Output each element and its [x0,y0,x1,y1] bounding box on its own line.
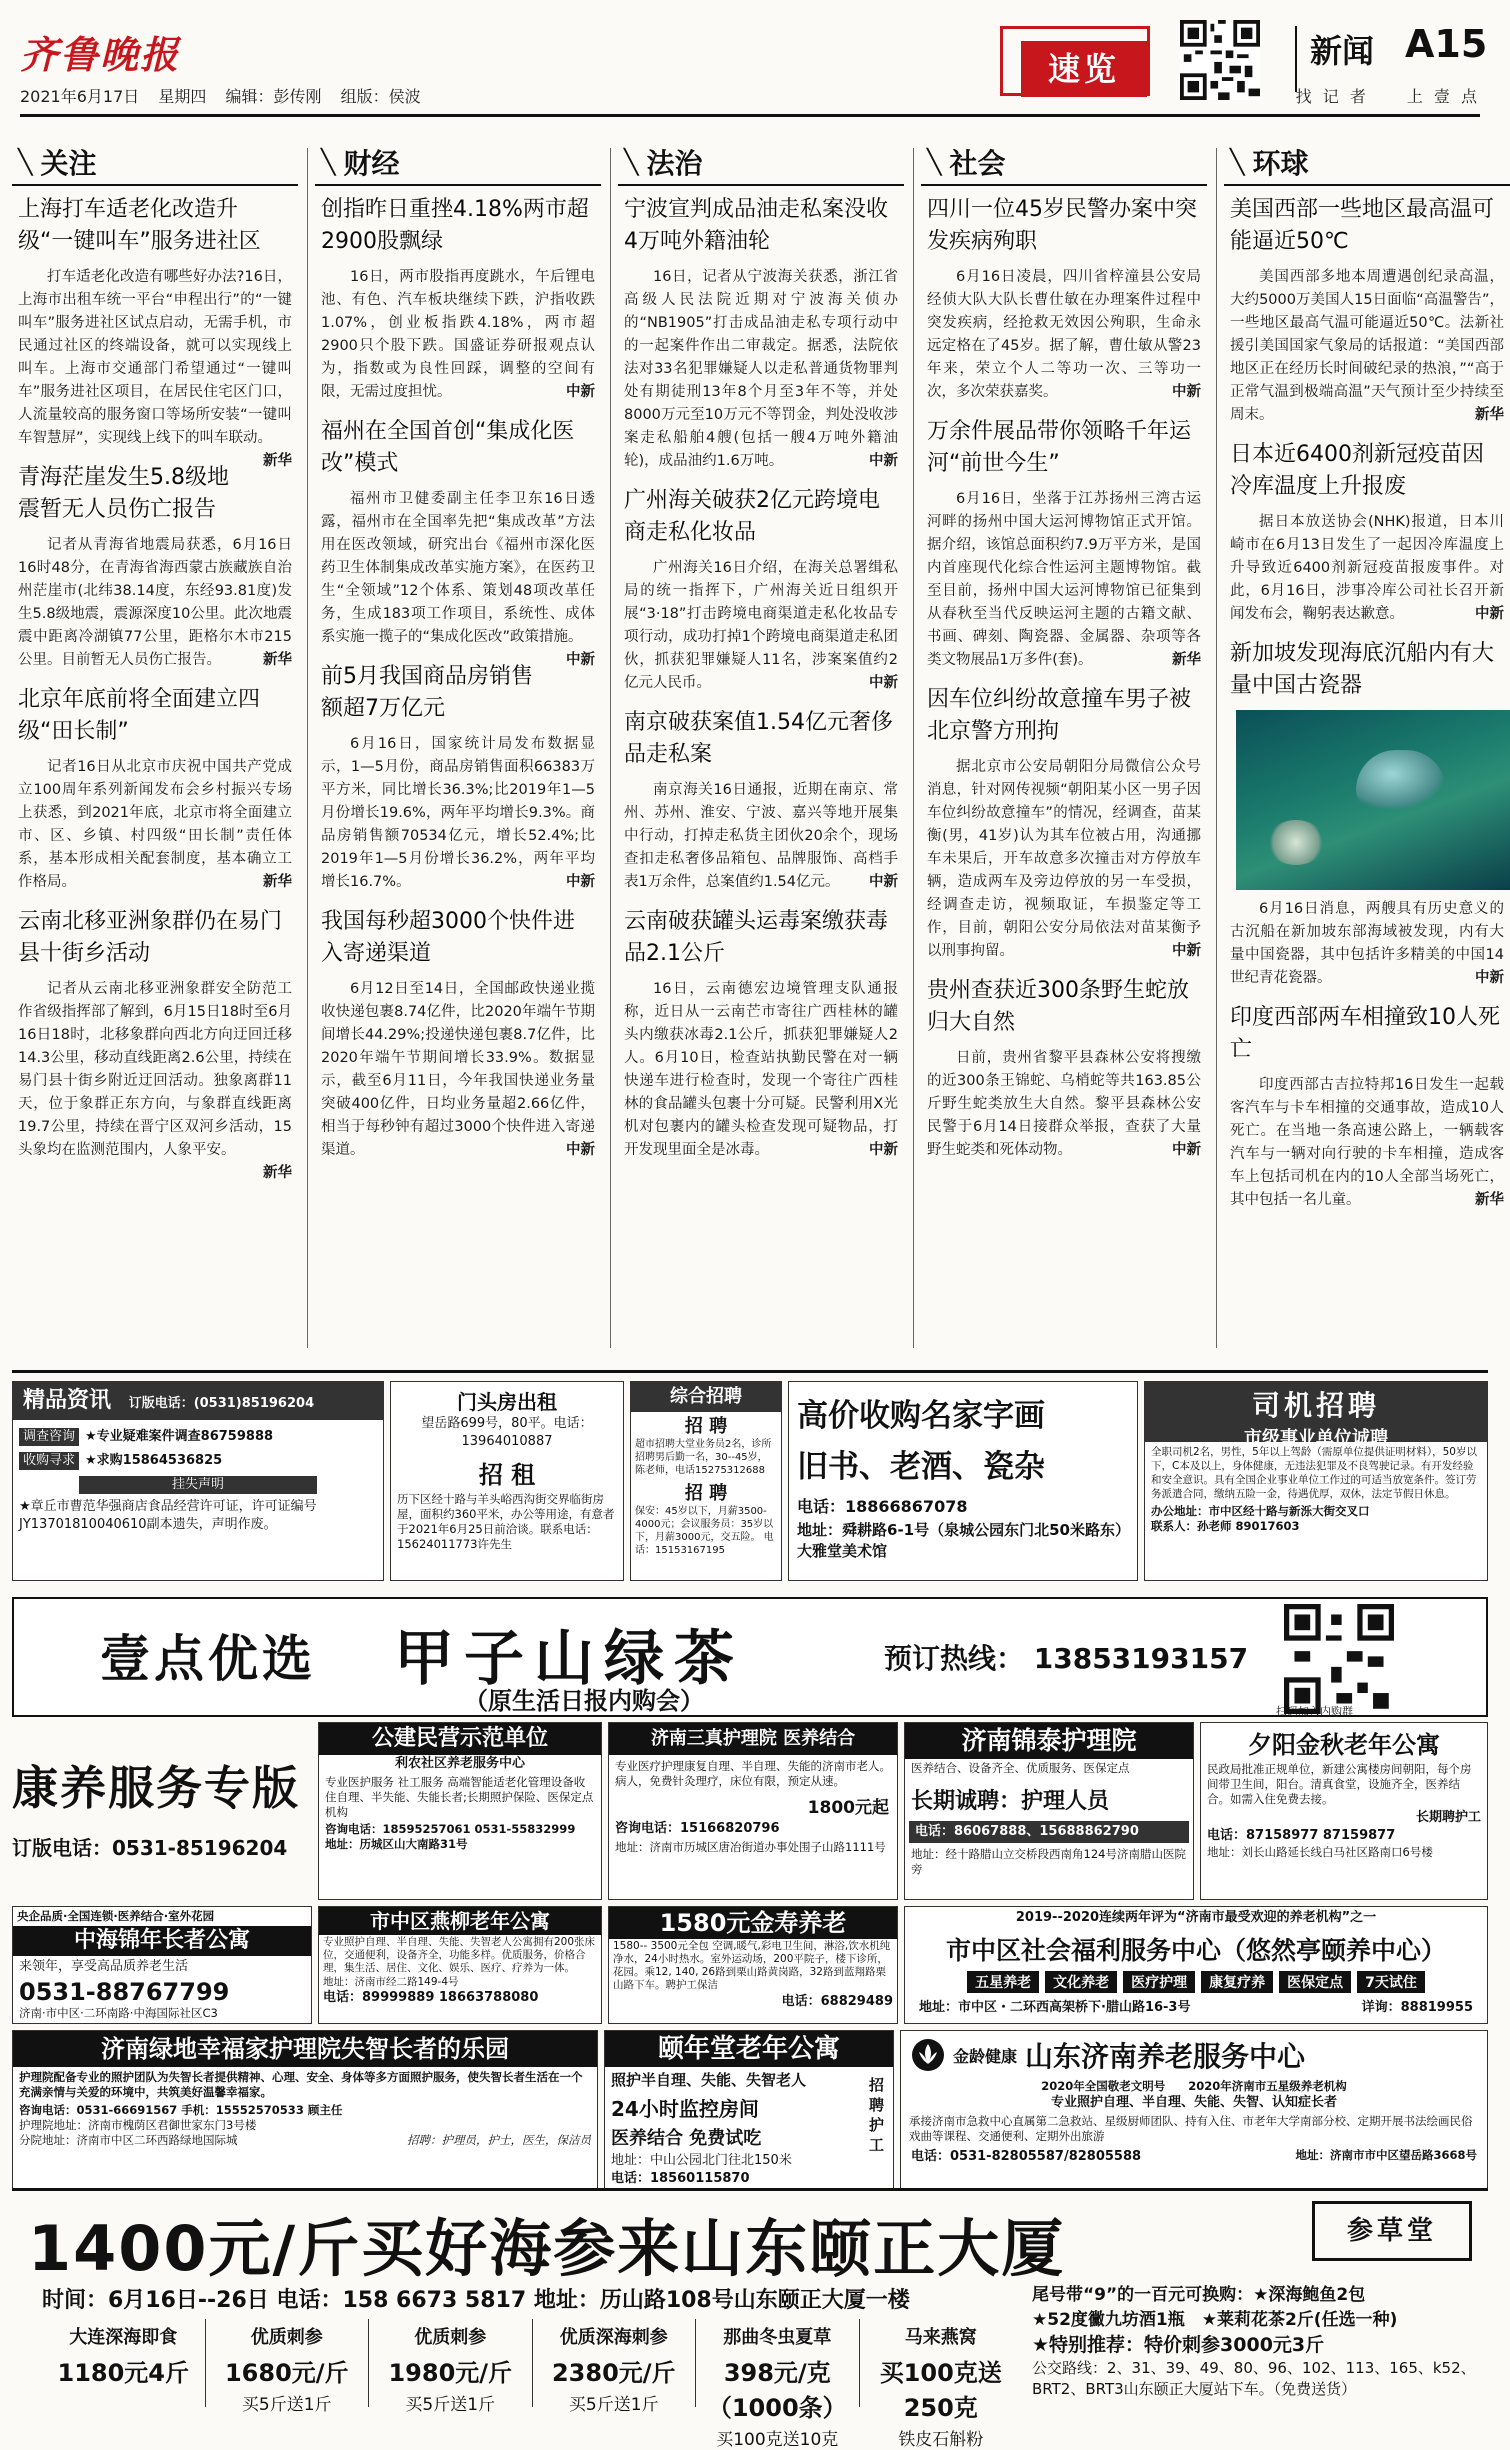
slash-icon: ╲ [321,148,336,176]
news-article [921,408,1207,676]
xiyang-addr: 地址：刘长山路延长线白马社区路南口6号楼 [1207,1845,1433,1859]
fuli-tag: 医保定点 [1279,1971,1351,1993]
sanzhen-tel: 咨询电话：15166820796 [615,1821,780,1836]
price-gift: 买5斤送1斤 [241,2395,332,2415]
article-body: 6月16日，国家统计局发布数据显示，1—5月份，商品房销售面积66383万平方米，同比增长36.3%;比2019年1—5月份增长19.6%，两年平均增长9.3%。商品房销售额70534亿元，增长52.4%;比2019年1—5月份增长36.2%，两年平均增长16.7%。 [321,736,595,890]
article-body: 6月12日至14日，全国邮政快递业揽收快递包裹8.74亿件，比2020年端午节期间增长44.29%;投递快递包裹8.7亿件，比2020年端午节期间增长33.9%。数据显示，截至6月11日，今年我国快递业务量突破400亿件，日均业务量超2.66亿件，相当于每秒钟有超过3000个快件进入寄递渠道。 [321,981,595,1158]
jinshou-tel: 电话：68829489 [781,1994,893,2009]
price-gift: 买100克送10克 [716,2430,839,2450]
article-source: 中新 [566,1142,595,1158]
article-title: 南京破获案值1.54亿元奢侈品走私案 [624,710,893,767]
article-body-wrap [18,534,292,672]
slash-icon: ╲ [1230,148,1245,176]
article-body: 据北京市公安局朝阳分局微信公众号消息，针对网传视频“朝阳某小区一男子因车位纠纷故意撞车”的情况，经调查，苗某衡(男，41岁)认为其车位被占用，沟通挪车未果后，开车故意多次撞击对方停放车辆，造成两车及旁边停放的另一车受损，经调查走访，视频取证，车损鉴定等工作，目前，朝阳公安分局依法对苗某衡予以刑事拘留。 [927,759,1201,959]
fuli-tags [905,1971,1487,1993]
shipwreck-photo [1236,710,1510,890]
haishen-time: 时间：6月16日--26日 电话：158 6673 5817 地址：历山路108号山东颐正大厦一楼 [42,2288,910,2313]
article-source: 新华 [263,874,292,890]
article-title: 贵州查获近300条野生蛇放归大自然 [927,978,1189,1035]
article-title: 福州在全国首创“集成化医改”模式 [321,419,575,476]
article-body: 6月16日凌晨，四川省梓潼县公安局经侦大队大队长曹仕敏在办理案件过程中突发疾病，经抢救无效因公殉职，生命永远定格在了45岁。据了解，曹仕敏从警23年来，荣立个人二等功一次、三等功一次，多次荣获嘉奖。 [927,269,1201,400]
newspaper-logo: 齐鲁晚报 [20,32,181,77]
job2-title: 招 聘 [684,1483,728,1504]
masthead-divider [1295,26,1297,92]
price-gift: 铁皮石斛粉 [898,2430,984,2450]
issue-date: 2021年6月17日 [20,87,140,106]
collectibles-box [788,1381,1138,1581]
lvdi-text: 护理院配备专业的照护团队为失智长者提供精神、心理、安全、身体等多方面照护服务，使失智长者生活在一个充满亲情与关爱的环境中，共筑美好温馨幸福家。 [19,2070,583,2099]
lvdi-box [12,2030,598,2190]
rental-text: 望岳路699号，80平。电话：13964010887 [421,1416,593,1449]
sanzhen-title: 济南三真护理院 医养结合 [609,1723,897,1755]
article-body-wrap [1230,898,1504,990]
article-body-wrap [18,266,292,469]
shandong-extra: 承接济南市急救中心直属第二急救站、星级厨师团队、持有入住、市老年大学南部分校、定期开展书法绘画民俗戏曲等课程、交通便利、定期外出旅游 [909,2114,1473,2143]
sanzhen-price: 1800元起 [807,1798,889,1818]
elder-care-section [12,1722,1488,2192]
article-body-wrap [18,756,292,894]
article-source: 中新 [1172,943,1201,959]
issue-weekday: 星期四 [158,87,207,106]
price-name: 大连深海即食 [69,2327,178,2348]
yinian-addr: 地址：中山公园北门往北150米 [611,2153,792,2168]
article-body-wrap [927,266,1201,404]
column-title: 环球 [1252,147,1309,180]
haishen-right-4: 公交路线：2、31、39、49、80、96、102、113、165、k52、BRT2、BRT3山东颐正大厦站下车。（免费送货） [1032,2359,1476,2398]
article-source: 中新 [1172,1142,1201,1158]
yinian-tel: 电话：18560115870 [611,2171,750,2186]
news-article [315,653,601,898]
jobs-box [630,1381,782,1581]
job1-text: 超市招聘大堂业务员2名，诊所招聘男后勤一名，30--45岁，陈老师，电话15275312688 [635,1439,772,1476]
zhaozu-text: 历下区经十路与羊头峪西沟街交界临街房屋，面积约360平米，办公等用途，有意者于2021年6月25日前洽谈。联系电话：15624011773许先生 [397,1492,615,1551]
article-source: 中新 [1475,606,1504,622]
xiyang-job: 长期聘护工 [1415,1810,1481,1825]
article-title: 美国西部一些地区最高温可能逼近50℃ [1230,197,1495,254]
news-article [315,186,601,408]
job2-text: 保安：45岁以下，月薪3500-4000元；会议服务员：35岁以下，月薪3000元，交五险。 电话：15153167195 [635,1506,774,1556]
job1-title: 招 聘 [684,1416,728,1437]
shandong-award: 2020年全国敬老文明号 2020年济南市五星级养老机构 [1041,2079,1347,2093]
article-source: 新华 [1475,1192,1504,1208]
article-body-wrap [927,488,1201,672]
news-article [1224,186,1510,431]
column-title: 财经 [343,147,400,180]
driver-jobs-sub: 市级事业单位诚聘 [1244,1428,1388,1449]
price-name: 优质刺参 [414,2327,487,2348]
price-gift: 买5斤送1斤 [568,2395,659,2415]
yanliu-tel: 电话：89999889 18663788080 [323,1990,539,2005]
article-body: 印度西部古吉拉特邦16日发生一起载客汽车与卡车相撞的交通事故，造成10人死亡。在当地一条高速公路上，一辆载客汽车与一辆对向行驶的卡车相撞，造成客车上包括司机在内的10人全部当场死亡，其中包括一名儿童。 [1230,1077,1504,1208]
jintai-addr: 地址：经十路腊山立交桥段西南角124号济南腊山医院旁 [911,1847,1186,1876]
article-body: 16日，记者从宁波海关获悉，浙江省高级人民法院近期对宁波海关侦办的“NB1905”打击成品油走私专项行动中的一起案件作出二审裁定。据悉，法院依法对33名犯罪嫌疑人以走私普通货物罪判处有期徒刑13年8个月至3年不等，并处8000万元至10万元不等罚金，判处没收涉案走私船舶4艘(包括一艘4万吨外籍油轮)，成品油约1.6万吨。 [624,269,898,469]
yanliu-title: 市中区燕柳老年公寓 [319,1907,601,1935]
porcelain-shape [1266,820,1326,865]
price-name: 优质深海刺参 [559,2327,668,2348]
slogan: 找 记 者 上 壹 点 [1295,87,1480,106]
article-title: 日本近6400剂新冠疫苗因冷库温度上升报废 [1230,442,1484,499]
shandong-title: 山东济南养老服务中心 [1025,2040,1306,2073]
article-source: 中新 [869,675,898,691]
haishen-right-2: ★52度黴九坊酒1瓶 ★莱莉花茶2斤(任选一种) [1032,2310,1398,2330]
lvdi-tel: 咨询电话：0531-66691567 手机：15552570533 顾主任 [19,2103,343,2117]
price-price: 1180元4斤 [57,2359,189,2387]
column-title: 关注 [40,147,97,180]
jinxiu-text: 来领年，享受高品质养老生活 [19,1959,189,1974]
driver-jobs-addr: 办公地址：市中区经十路与新泺大街交叉口 [1151,1504,1370,1518]
news-column [618,140,904,1358]
fuli-top: 2019--2020连续两年评为“济南市最受欢迎的养老机构”之一 [1015,1910,1377,1925]
lvdi-title: 济南绿地幸福家护理院失智长者的乐园 [13,2031,597,2067]
article-body-wrap [927,756,1201,963]
price-cell [368,2319,532,2415]
column-header [12,140,298,186]
qr-code-icon [1284,1604,1394,1714]
kangyang-box [12,1722,312,1900]
article-body-wrap [624,978,898,1162]
article-source: 中新 [1172,384,1201,400]
yinian-sub: 24小时监控房间 [611,2097,759,2121]
article-body: 记者从青海省地震局获悉，6月16日16时48分，在青海省海西蒙古族藏族自治州茫崖市(北纬38.14度，东经93.81度)发生5.8级地震，震源深度10公里。此次地震震中距离冷湖镇77公里，距格尔木市215公里。目前暂无人员伤亡报告。 [18,537,292,668]
price-price: 2380元/斤 [551,2359,676,2387]
page-number: A15 [1405,22,1488,66]
news-article [618,186,904,477]
article-title: 创指昨日重挫4.18%两市超2900股飘绿 [321,197,589,254]
price-gift: 买5斤送1斤 [405,2395,496,2415]
yinian-job: 招聘护工 [869,2076,885,2154]
news-article [618,699,904,898]
news-article [1224,994,1510,1216]
rental-box [390,1381,624,1581]
collectibles-title-1: 高价收购名家字画 [797,1398,1045,1434]
article-source: 中新 [566,384,595,400]
news-column [315,140,601,1358]
shandong-tel: 电话：0531-82805587/82805588 [911,2149,1142,2164]
jinxiu-addr: 济南·市中区·二环南路·中海国际社区C3 [19,2006,218,2020]
tea-sub: （原生活日报内购会） [464,1687,704,1715]
article-source: 新华 [1172,652,1201,668]
price-name: 优质刺参 [250,2327,323,2348]
article-source: 中新 [869,453,898,469]
gongjian-addr: 地址：历城区山大南路31号 [325,1837,468,1851]
news-article [315,898,601,1166]
diver-shape [1356,750,1446,810]
news-article [921,676,1207,967]
jinxiu-tag: 央企品质·全国连锁·医养结合·室外花园 [17,1909,215,1923]
yinian-box [604,2030,894,2190]
jintai-box [904,1722,1194,1900]
article-body-wrap [1230,1074,1504,1212]
xiyang-text: 民政局批准正规单位，新建公寓楼房间朝阳，每个房间带卫生间，阳台。清真食堂，设施齐全，医养结合。如需入住免费去接。 [1207,1762,1472,1806]
article-body-wrap [1230,266,1504,427]
masthead-rule [20,114,1480,117]
jintai-sub: 医养结合、设备齐全、优质服务、医保定点 [911,1761,1130,1775]
jinxiu-box [12,1906,312,2024]
jinshou-title: 1580元金寿养老 [609,1907,897,1939]
article-title: 四川一位45岁民警办案中突发疾病殉职 [927,197,1197,254]
qiugou-text: ★求购15864536825 [85,1453,223,1468]
kangyang-title: 康养服务专版 [12,1761,300,1815]
shengming-text: ★章丘市曹范华强商店食品经营许可证，许可证编号JY13701810040610副本遗失，声明作废。 [19,1499,317,1532]
gongjian-sub: 利农社区养老服务中心 [394,1756,525,1771]
article-body: 广州海关16日介绍，在海关总署缉私局的统一指挥下，广州海关近日组织开展“3·18”打击跨境电商渠道走私化妆品专项行动，成功打掉1个跨境电商渠道走私团伙，抓获犯罪嫌疑人11名，涉案案值约2亿元人民币。 [624,560,898,691]
article-body-wrap [624,557,898,695]
zhaozu-title: 招 租 [478,1461,536,1489]
section-name: 新闻 [1310,32,1375,70]
rental-title: 门头房出租 [457,1390,557,1414]
jinxiu-title: 中海锦年长者公寓 [13,1926,311,1956]
fuli-addr: 地址：市中区・二环西高架桥下·腊山路16-3号 [919,2000,1191,2015]
diaocha-label: 调查咨询 [19,1428,79,1446]
shengming-label: 挂失声明 [79,1476,317,1494]
article-body: 16日，云南德宏边境管理支队通报称，近日从一云南芒市寄往广西桂林的罐头内缴获冰毒2.1公斤，抓获犯罪嫌疑人2人。6月10日，检查站执勤民警在对一辆快递车进行检查时，发现一个寄往广西桂林的食品罐头包裹十分可疑。民警利用X光机对包裹内的罐头检查发现可疑物品，打开发现里面全是冰毒。 [624,981,898,1158]
haishen-right-3: ★特别推荐：特价刺参3000元3斤 [1032,2334,1325,2356]
news-column [921,140,1207,1358]
price-price: 398元/克（1000条） [707,2359,847,2422]
slash-icon: ╲ [927,148,942,176]
article-body-wrap [321,266,595,404]
tea-brand: 甲子山绿茶 [394,1624,744,1694]
article-title: 万余件展品带你领略千年运河“前世今生” [927,419,1192,476]
news-article [12,186,298,469]
jintai-tel: 电话：86067888、15688862790 [909,1821,1189,1843]
price-cell [42,2319,205,2407]
column-header [315,140,601,186]
xiyang-title: 夕阳金秋老年公寓 [1248,1731,1440,1759]
jingpin-box [12,1381,384,1581]
article-body: 16日，两市股指再度跳水，午后锂电池、有色、汽车板块继续下跌，沪指收跌1.07%，创业板指跌4.18%，两市超2900只个股下跌。国盛证券研报观点认为，指数或为良性回踩，调整的空间有限，无需过度担忧。 [321,269,595,400]
article-source: 中新 [566,652,595,668]
news-article [921,186,1207,408]
column-header [1224,140,1510,186]
jingpin-tel: 订版电话：(0531)85196204 [128,1396,315,1411]
news-article [12,454,298,676]
shandong-text: 专业照护自理、半自理、失能、失智、认知症长者 [1050,2095,1337,2110]
article-body: 美国西部多地本周遭遇创纪录高温，大约5000万美国人15日面临“高温警告”，一些地区最高气温可能逼近50℃。法新社援引美国国家气象局的话报道：“美国西部地区正在经历长时间破纪录的热浪，”“高于正常气温到极端高温”天气预计至少持续至周末。 [1230,269,1504,423]
article-body-wrap [18,978,292,1181]
article-body: 记者16日从北京市庆祝中国共产党成立100周年系列新闻发布会乡村振兴专场上获悉，到2021年底，北京市将全面建立市、区、乡镇、村四级“田长制”责任体系，基本形成相关配套制度，基本确立工作格局。 [18,759,292,890]
article-body: 6月16日消息，两艘具有历史意义的古沉船在新加坡东部海域被发现，内有大量中国瓷器，其中包括许多精美的中国14世纪青花瓷器。 [1230,901,1504,986]
kangyang-tel: 订版电话：0531-85196204 [12,1836,288,1860]
news-article [618,898,904,1166]
yanliu-box [318,1906,602,2024]
tea-left-label: 壹点优选 [100,1630,316,1688]
jintai-job: 长期诚聘：护理人员 [911,1789,1110,1814]
article-title: 北京年底前将全面建立四级“田长制” [18,687,261,744]
fuli-tag: 7天试住 [1357,1971,1425,1993]
dateline [20,84,435,107]
article-title: 我国每秒超3000个快件进入寄递渠道 [321,909,575,966]
article-source: 中新 [566,874,595,890]
qr-code-icon [1180,20,1260,100]
jinxiu-tel: 0531-88767799 [19,1978,230,2006]
jingpin-title: 精品资讯 [23,1388,112,1413]
price-cell [532,2319,696,2415]
gongjian-box [318,1722,602,1900]
article-source: 新华 [263,453,292,469]
shandong-addr: 地址：济南市市中区望岳路3668号 [1295,2148,1477,2162]
article-body-wrap [321,733,595,894]
slash-icon: ╲ [18,148,33,176]
fuli-tag: 康复疗养 [1201,1971,1273,1993]
sanzhen-text: 专业医疗护理康复自理、半自理、失能的济南市老人。病人，免费针灸理疗，床位有限，预定从速。 [615,1759,891,1788]
shandong-brand: 金龄健康 [953,2046,1018,2066]
slash-icon: ╲ [624,148,639,176]
article-body: 福州市卫健委副主任李卫东16日透露，福州市在全国率先把“集成改革”方法用在医改领域，研究出台《福州市深化医药卫生体制集成改革实施方案》，在医药卫生“全领域”12个体系、策划48项改革任务，生成183项工作项目，系统性、成体系实施一揽子的“集成化医改”政策措施。 [321,491,595,645]
fuli-title: 市中区社会福利服务中心（悠然亭颐养中心） [945,1936,1446,1965]
article-source: 中新 [869,874,898,890]
jintai-title: 济南锦泰护理院 [905,1723,1193,1759]
yinian-title: 颐年堂老年公寓 [605,2031,893,2067]
article-body-wrap [624,266,898,473]
fuli-tag: 文化养老 [1045,1971,1117,1993]
sea-cucumber-ad [12,2188,1488,2450]
price-name: 马来燕窝 [904,2327,977,2348]
article-source: 新华 [263,652,292,668]
fuli-tag: 五星养老 [967,1971,1039,1993]
collectibles-addr: 地址：舜耕路6-1号（泉城公园东门北50米路东）大雅堂美术馆 [797,1521,1123,1560]
xiyang-box [1200,1722,1488,1900]
sanzhen-addr: 地址：济南市历城区唐冶街道办事处围子山路1111号 [615,1840,886,1854]
article-title: 新加坡发现海底沉船内有大量中国古瓷器 [1230,641,1495,698]
column-rule [913,148,914,1348]
article-body-wrap [321,978,595,1162]
news-columns [12,140,1504,1358]
price-cell [205,2319,369,2415]
green-tea-banner [12,1597,1488,1717]
driver-jobs-title: 司机招聘 [1251,1389,1380,1422]
fuli-tag: 医疗护理 [1123,1971,1195,1993]
article-title: 青海茫崖发生5.8级地震暂无人员伤亡报告 [18,465,229,522]
driver-jobs-contact: 联系人：孙老师 89017603 [1151,1519,1300,1533]
column-rule [1216,148,1217,1348]
yinian-free: 医养结合 免费试吃 [611,2128,762,2149]
article-body-wrap [321,488,595,668]
yanliu-text: 专业照护自理、半自理、失能、失智老人公寓拥有200张床位，交通便利，设备齐全，功能多样。优质服务，价格合理，集生活、居住、文化、娱乐、医疗、疗养为一体。 [323,1936,596,1974]
article-body: 打车适老化改造有哪些好办法?16日，上海市出租车统一平台“申程出行”的“一键叫车”服务进社区试点启动，无需手机，市民通过社区的终端设备，就可以实现线上叫车。上海市交通部门希望通过“一键叫车”服务进社区项目，在居民住宅区门口，人流量较高的服务窗口等场所安装“一键叫车智慧屏”，实现线上线下的叫车联动。 [18,269,292,446]
article-title: 因车位纠纷故意撞车男子被北京警方刑拘 [927,687,1192,744]
price-price: 1980元/斤 [388,2359,513,2387]
yanliu-addr: 地址：济南市经二路149-4号 [323,1976,459,1988]
news-article [12,898,298,1181]
article-body: 记者从云南北移亚洲象群安全防范工作省级指挥部了解到，6月15日18时至6月16日18时，北移象群向西北方向迂回迁移14.3公里，移动直线距离2.6公里，持续在易门县十街乡附近迂回活动。独象离群11天，位于象群正东方向，与象群直线距离19.7公里，持续在晋宁区双河乡活动，15头象均在监测范围内，人象平安。 [18,981,292,1158]
news-article [921,967,1207,1166]
price-price: 1680元/斤 [224,2359,349,2387]
supu-label: 速览 [1021,41,1147,97]
haishen-title: 1400元/斤买好海参来山东颐正大厦 [28,2212,1066,2285]
price-cell [859,2319,1023,2450]
driver-jobs-box [1144,1381,1488,1581]
price-price: 买100克送250克 [879,2359,1002,2422]
jinshou-box [608,1906,898,2024]
article-body-wrap [927,1047,1201,1162]
article-title: 广州海关破获2亿元跨境电商走私化妆品 [624,488,880,545]
lvdi-addr: 护理院地址：济南市槐荫区君御世家东门3号楼 [19,2118,257,2132]
driver-jobs-text: 全职司机2名，男性，5年以上驾龄（需原单位提供证明材料），50岁以下，C本及以上，身体健康，无违法犯罪及不良驾驶记录。有开发经验和安全意识。具有全国企业事业单位工作过的可适当放宽条件。签订劳务派遣合同，缴纳五险一金，待遇优厚，双休，法定节假日休息。 [1151,1446,1477,1500]
jobs-title: 综合招聘 [631,1382,781,1412]
article-body-wrap [624,779,898,894]
collectibles-tel: 电话：18866867078 [797,1497,968,1516]
lvdi-addr2: 分院地址：济南市中区二环西路绿地国际城 [19,2133,238,2147]
classifieds-block [12,1370,1488,1585]
haishen-right-1: 尾号带“9”的一百元可换购：★深海鲍鱼2包 [1032,2285,1366,2305]
gongjian-text: 专业医护服务 社工服务 高端智能适老化管理设备收住自理、半失能、失能长者;长期照护保险、医保定点机构 [325,1775,594,1819]
column-rule [307,148,308,1348]
tea-hotline: 预订热线： 13853193157 [884,1642,1249,1675]
news-column [12,140,298,1358]
column-title: 法治 [646,147,703,180]
lvdi-jobs: 招聘：护理员，护士，医生，保洁员 [407,2133,591,2147]
article-title: 前5月我国商品房销售额超7万亿元 [321,664,533,721]
designer-name: 组版：侯波 [340,87,421,106]
article-body-wrap [1230,511,1504,626]
column-header [618,140,904,186]
news-article [315,408,601,668]
news-article [1224,431,1510,630]
article-source: 中新 [1475,970,1504,986]
article-source: 中新 [869,1142,898,1158]
yinian-text: 照护半自理、失能、失智老人 [611,2071,807,2089]
jinshou-text: 1580-- 3500元全包 空调,暖气,彩电卫生间，淋浴,饮水机纯净水，24小时热水。室外运动场，200平院子，楼下诊所，花园。乘12, 140, 26路到栗山路黄岗路，32路到蓝翔路栗山路下车。聘护工保洁 [613,1940,891,1991]
price-name: 那曲冬虫夏草 [723,2327,832,2348]
article-body: 日前，贵州省黎平县森林公安将搜缴的近300条王锦蛇、乌梢蛇等共163.85公斤野生蛇类放生大自然。黎平县森林公安民警于6月14日接群众举报，查获了大量野生蛇类和死体动物。 [927,1050,1201,1158]
lotus-logo-icon [911,2038,945,2072]
article-title: 印度西部两车相撞致10人死亡 [1230,1005,1500,1062]
haishen-right [1032,2283,1482,2400]
fuli-tel: 详询：88819955 [1361,2000,1473,2015]
news-article [618,477,904,699]
article-source: 新华 [263,1165,292,1181]
xiyang-tel: 电话：87158977 87159877 [1207,1828,1396,1843]
collectibles-title-2: 旧书、老酒、瓷杂 [797,1449,1045,1485]
article-body: 南京海关16日通报，近期在南京、常州、苏州、淮安、宁波、嘉兴等地开展集中行动，打掉走私货主团伙20余个，现场查扣走私奢侈品箱包、品牌服饰、高档手表1万余件，总案值约1.54亿元。 [624,782,898,890]
gongjian-title: 公建民营示范单位 [319,1723,601,1755]
news-article [1224,630,1510,994]
news-article [12,676,298,898]
supu-badge [1000,26,1150,96]
column-title: 社会 [949,147,1006,180]
shandong-box [900,2030,1488,2190]
tea-qr-caption: 扫码加入内购群 [1276,1705,1353,1718]
haishen-stamp: 参草堂 [1312,2201,1472,2261]
fuli-box [904,1906,1488,2024]
haishen-prices [42,2319,1022,2450]
article-body: 据日本放送协会(NHK)报道，日本川崎市在6月13日发生了一起因冷库温度上升导致近6400剂新冠疫苗报废事件。对此，6月16日，涉事冷库公司社长召开新闻发布会，鞠躬表达歉意。 [1230,514,1504,622]
column-rule [610,148,611,1348]
gongjian-tel: 咨询电话：18595257061 0531-55832999 [325,1822,576,1836]
article-title: 上海打车适老化改造升级“一键叫车”服务进社区 [18,197,261,254]
diaocha-text: ★专业疑难案件调查86759888 [85,1429,274,1444]
article-title: 云南破获罐头运毒案缴获毒品2.1公斤 [624,909,889,966]
qiugou-label: 收购寻求 [19,1452,79,1470]
column-header [921,140,1207,186]
editor-name: 编辑：彭传刚 [225,87,322,106]
article-body: 6月16日，坐落于江苏扬州三湾古运河畔的扬州中国大运河博物馆正式开馆。据介绍，该馆总面积约7.9万平方米，是国内首座现代化综合性运河主题博物馆。截至目前，扬州中国大运河博物馆已征集到从春秋至当代反映运河主题的古籍文献、书画、碑刻、陶瓷器、金属器、杂项等各类文物展品1万多件(套)。 [927,491,1201,668]
article-source: 新华 [1475,407,1504,423]
news-column [1224,140,1510,1358]
article-title: 云南北移亚洲象群仍在易门县十街乡活动 [18,909,283,966]
article-title: 宁波宣判成品油走私案没收4万吨外籍油轮 [624,197,889,254]
sanzhen-box [608,1722,898,1900]
price-cell [695,2319,859,2450]
